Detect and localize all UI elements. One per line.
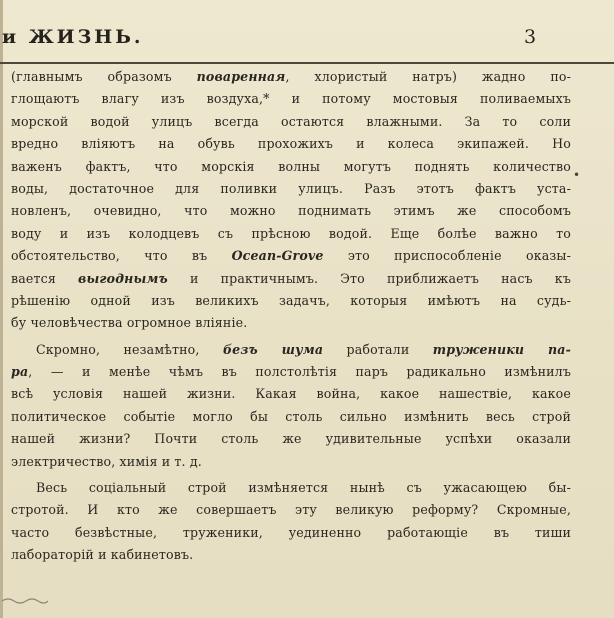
emphasized-text: труженики па- bbox=[432, 341, 571, 357]
text-segment: воды, достаточное для поливки улицъ. Разъ этотъ фактъ уста- bbox=[11, 180, 571, 196]
text-segment: работали bbox=[323, 341, 433, 357]
running-head: и ЖИЗНЬ. bbox=[2, 26, 144, 48]
text-line bbox=[11, 312, 571, 334]
text-line bbox=[11, 200, 571, 222]
text-line bbox=[11, 544, 571, 566]
text-line bbox=[11, 156, 571, 178]
text-segment: лабораторій и кабинетовъ. bbox=[11, 547, 194, 563]
text-segment: важенъ фактъ, что морскія волны могутъ поднять количество bbox=[11, 158, 571, 174]
text-segment: вредно вліяютъ на обувь прохожихъ и колеса экипажей. Но bbox=[11, 136, 571, 152]
page-header bbox=[0, 20, 614, 54]
text-line bbox=[11, 245, 571, 267]
text-line bbox=[11, 428, 571, 450]
header-rule bbox=[0, 62, 614, 64]
text-column bbox=[11, 66, 571, 571]
text-line bbox=[11, 88, 571, 110]
text-segment: бу человѣчества огромное вліяніе. bbox=[11, 315, 248, 331]
text-line bbox=[11, 477, 571, 499]
text-line bbox=[11, 133, 571, 155]
paragraph bbox=[11, 66, 571, 335]
text-line bbox=[11, 383, 571, 405]
paragraph bbox=[11, 339, 571, 473]
page-number: 3 bbox=[524, 26, 537, 48]
text-line bbox=[11, 499, 571, 521]
text-segment: вается bbox=[11, 270, 79, 286]
text-line bbox=[11, 290, 571, 312]
text-segment: рѣшенію одной изъ великихъ задачъ, которыя имѣютъ на судь- bbox=[11, 292, 571, 308]
text-segment: всѣ условія нашей жизни. Какая война, какое нашествіе, какое bbox=[11, 386, 571, 402]
text-segment: , — и менѣе чѣмъ въ полстолѣтія паръ радикально измѣнилъ bbox=[28, 364, 571, 380]
text-segment: воду и изъ колодцевъ съ прѣсною водой. Еще болѣе важно то bbox=[11, 225, 571, 241]
text-line bbox=[11, 522, 571, 544]
text-segment: это приспособленіе оказы- bbox=[323, 248, 571, 264]
text-segment: стротой. И кто же совершаетъ эту великую реформу? Скромные, bbox=[11, 502, 571, 518]
page-edge bbox=[0, 0, 3, 618]
text-segment: (главнымъ образомъ bbox=[11, 69, 197, 84]
emphasized-text: ра bbox=[11, 364, 29, 380]
text-line bbox=[11, 223, 571, 245]
emphasized-text: безъ шума bbox=[222, 341, 324, 357]
text-line bbox=[11, 339, 571, 361]
text-segment: Скромно, незамѣтно, bbox=[36, 341, 223, 357]
text-line bbox=[11, 66, 571, 88]
text-segment: и практичнымъ. Это приближаетъ насъ къ bbox=[167, 270, 571, 286]
text-segment: обстоятельство, что въ bbox=[11, 248, 232, 264]
text-line bbox=[11, 451, 571, 473]
text-segment: политическое событіе могло бы столь сильно измѣнить весь строй bbox=[11, 408, 571, 424]
emphasized-text: выгоднымъ bbox=[78, 270, 168, 286]
text-line bbox=[11, 178, 571, 200]
emphasized-text: Ocean-Grove bbox=[231, 248, 324, 264]
text-line bbox=[11, 111, 571, 133]
emphasized-text: поваренная bbox=[196, 69, 286, 84]
bottom-decoration bbox=[2, 596, 48, 604]
text-segment: глощаютъ влагу изъ воздуха,* и потому мостовыя поливаемыхъ bbox=[11, 91, 571, 107]
margin-mark: • bbox=[573, 168, 581, 182]
text-segment: Весь соціальный строй измѣняется нынѣ съ ужасающею бы- bbox=[36, 480, 571, 496]
text-segment: нашей жизни? Почти столь же удивительные успѣхи оказали bbox=[11, 431, 571, 447]
text-segment: , хлористый натръ) жадно по- bbox=[285, 69, 571, 84]
text-segment: часто безвѣстные, труженики, уединенно работающіе въ тиши bbox=[11, 524, 571, 540]
text-line bbox=[11, 361, 571, 383]
text-segment: электричество, химія и т. д. bbox=[11, 453, 202, 469]
text-line bbox=[11, 406, 571, 428]
paragraph bbox=[11, 477, 571, 567]
text-segment: новленъ, очевидно, что можно поднимать этимъ же способомъ bbox=[11, 203, 571, 219]
text-line bbox=[11, 268, 571, 290]
text-segment: морской водой улицъ всегда остаются влажными. За то соли bbox=[11, 113, 571, 129]
